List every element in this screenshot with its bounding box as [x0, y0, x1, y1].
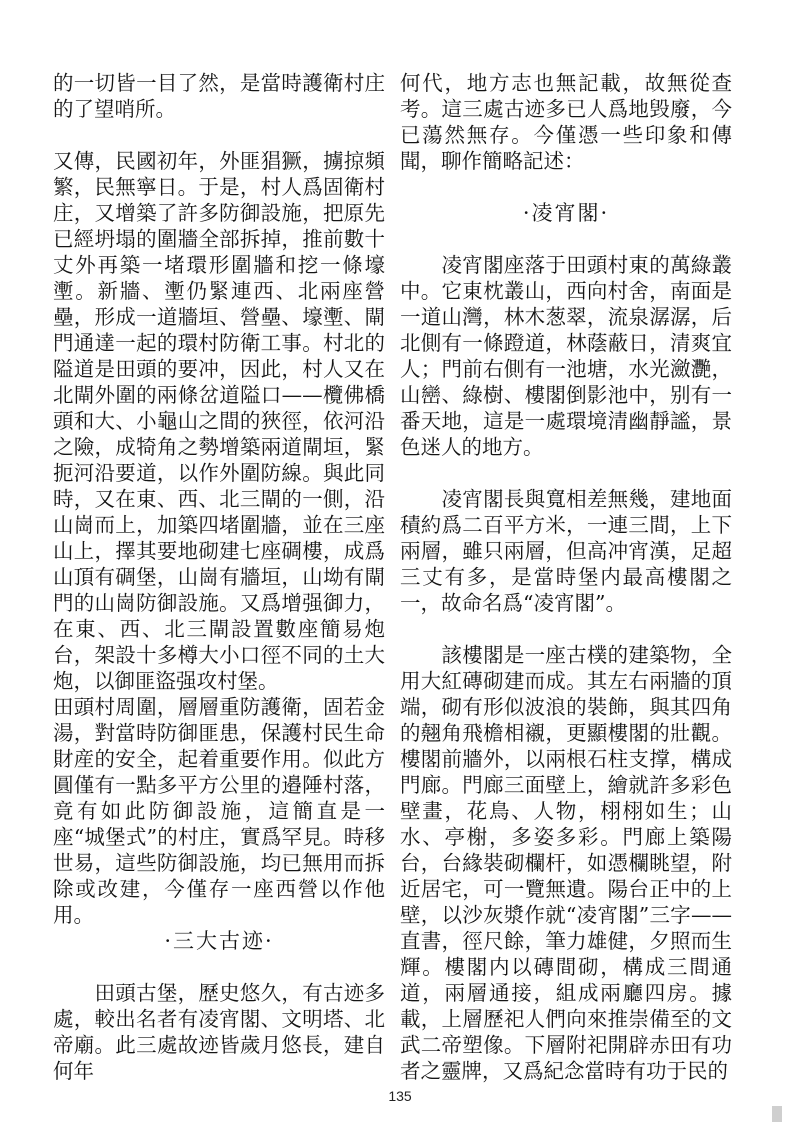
- paragraph-gap: [53, 902, 385, 928]
- section-title-lingxiao-pavilion: ·凌宵閣·: [522, 201, 610, 225]
- paragraph-gap: [400, 460, 732, 486]
- paragraph-defense-summary: 田頭村周圍，層層重防護衛，固若金湯，對當時防御匪患，保護村民生命財産的安全，起着重要作用。似此方圓僅有一點多平方公里的邉陲村落，竟有如此防御設施，這簡直是一座“城堡式”的村庄，實爲罕見。時移世易，這些防御設施，均已無用而拆除或改建，今僅存一座西營以作他用。: [53, 695, 385, 927]
- paragraph-pavilion-architecture: 該樓閣是一座古樸的建築物，全用大紅磚砌建而成。其左右兩牆的頂端，砌有形似波浪的裝飾，與其四角的翹角飛檐相襯，更顯樓閣的壯觀。樓閣前牆外，以兩根石柱支撑，構成門廊。門廊三面壁上，繪就許多彩色壁畫，花鳥、人物，栩栩如生；山水、亭榭，多姿多彩。門廊上築陽台，台緣裝砌欄杆，如憑欄眺望，附近居宅，可一覽無遺。陽台正中的上壁，以沙灰漿作就“凌宵閣”三字——直書，徑尺餘，筆力雄健，夕照而生輝。樓閣内以磚間砌，構成三間通道，兩層通接，組成兩廳四房。據載，上層歷祀人們向來推崇備至的文武二帝塑像。下層附祀開辟赤田有功者之靈牌，又爲紀念當時有功于民的: [400, 643, 732, 1083]
- paragraph-gap: [400, 616, 732, 642]
- paragraph-relics-record: 何代，地方志也無記載，故無從查考。這三處古迹多已人爲地毁廢，今已蕩然無存。今僅憑一些印象和傳聞，聊作簡略記述：: [400, 71, 732, 173]
- paragraph-village-defenses: 又傳，民國初年，外匪猖獗，擄掠頻繁，民無寧日。于是，村人爲固衛村庄，又增築了許多防御設施，把原先已經坍塌的圍牆全部拆掉，推前數十丈外再築一堵環形圍牆和挖一條壕壍。新牆、壍仍緊連西、北兩座營壘，形成一道牆垣、營壘、壕壍、閘門通達一起的環村防衛工事。村北的隘道是田頭的要冲，因此，村人又在北閘外圍的兩條岔道隘口——欖佛橋頭和大、小龜山之間的狹徑，依河沿之險，成犄角之勢增築兩道閘垣，緊扼河沿要道，以作外圍防線。與此同時，又在東、西、北三閘的一側，沿山崗而上，加築四堵圍牆，並在三座山上，擇其要地砌建七座碉樓，成爲山頂有碉堡，山崗有牆垣，山坳有閘門的山崗防御設施。又爲增强御力，在東、西、北三閘設置數座簡易炮台，架設十多樽大小口徑不同的土大炮，以御匪盜强攻村堡。: [53, 149, 385, 693]
- section-title-three-relics: ·三大古迹·: [164, 929, 274, 953]
- page-number: 135: [388, 1088, 412, 1104]
- left-column: [53, 70, 385, 1083]
- paragraph-pavilion-location: 凌宵閣座落于田頭村東的萬綠叢中。它東枕叢山，西向村舍，南面是一道山灣，林木葱翠，流泉潺潺，后北側有一條蹬道，林蔭蔽日，清爽宜人；門前右側有一池塘，水光瀲灧，山巒、綠樹、樓閣倒影池中，别有一番天地，這是一處環境清幽靜謐，景色迷人的地方。: [400, 253, 732, 459]
- scan-edge-mark: [772, 1106, 782, 1122]
- right-column: [400, 70, 732, 1083]
- paragraph-gap: [53, 122, 385, 148]
- paragraph-pavilion-dimensions: 凌宵閣長與寬相差無幾，建地面積約爲二百平方米，一連三間，上下兩層，雖只兩層，但高冲宵漢，足超三丈有多，是當時堡内最高樓閣之一，故命名爲“凌宵閣”。: [400, 487, 732, 615]
- paragraph-watchtower-end: 的一切皆一目了然，是當時護衛村庄的了望哨所。: [53, 71, 385, 121]
- paragraph-gap: [53, 954, 385, 980]
- paragraph-ancient-fort-intro: 田頭古堡，歷史悠久，有古迹多處，較出名者有凌宵閣、文明塔、北帝廟。此三處故迹皆歲月悠長，建自何年: [53, 981, 385, 1083]
- paragraph-gap: [400, 174, 732, 200]
- paragraph-gap: [400, 226, 732, 252]
